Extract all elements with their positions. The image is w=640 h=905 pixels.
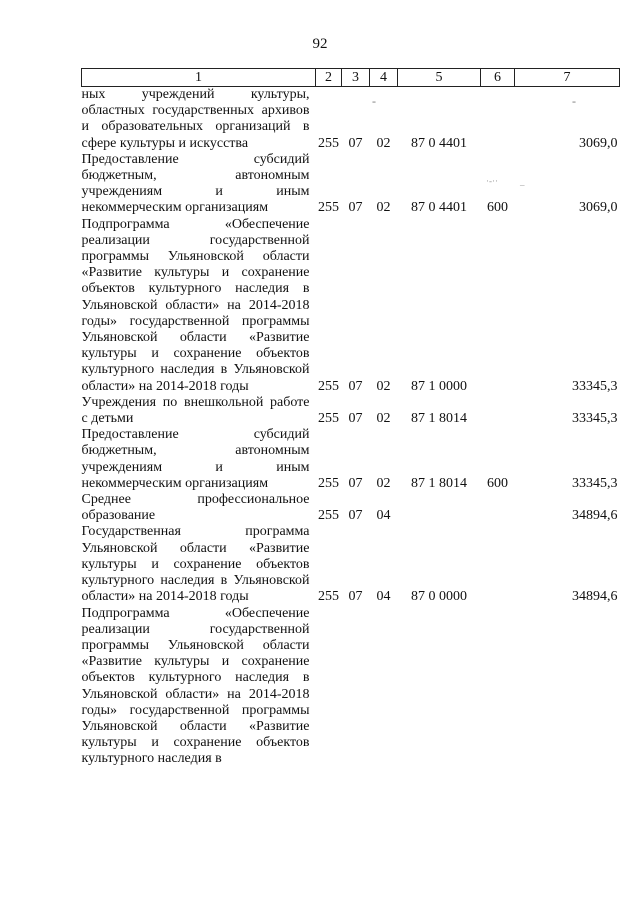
row-rz: 07 — [348, 475, 363, 491]
row-csr: 87 0 4401 — [411, 200, 467, 216]
table-row — [82, 427, 620, 492]
row-sum: 34894,6 — [572, 589, 618, 605]
row-vr — [481, 217, 515, 395]
row-name: ных учреждений культуры, областных государственных архивов и образовательных организаций в сфере культуры и искусства — [81, 87, 310, 151]
row-csr — [398, 492, 481, 524]
table-row — [82, 492, 620, 524]
row-name: Учреждения по внешкольной работе с детьми — [81, 394, 310, 427]
table-row — [82, 87, 620, 152]
row-vr: 600 — [487, 475, 508, 491]
table-row — [82, 524, 620, 605]
row-gr: 255 — [318, 589, 339, 605]
row-pr: 02 — [376, 135, 391, 151]
row-name: Предоставление субсидий бюджетным, автономным учреждениям и иным некоммерческим организациям — [81, 427, 310, 491]
row-pr — [370, 606, 398, 768]
row-csr: 87 1 8014 — [411, 475, 467, 491]
row-sum — [515, 606, 620, 768]
row-gr: 255 — [318, 200, 339, 216]
header-col-7: 7 — [515, 69, 620, 87]
scan-speck: – — [520, 180, 525, 190]
row-vr — [481, 87, 515, 152]
row-rz: 07 — [348, 411, 363, 427]
row-sum: 3069,0 — [579, 135, 618, 151]
scan-mark: - — [372, 94, 376, 108]
row-csr: 87 1 0000 — [411, 378, 467, 394]
row-name: Подпрограмма «Обеспечение реализации государственной программы Ульяновской области «Развитие культуры и сохранение объектов культурного наследия в Ульяновской области» на 2014-2018 годы» государственной программы Ульяновской области «Развитие культуры и сохранение объектов культурного наследия в Ульяновской области» на 2014-2018 годы — [81, 216, 310, 394]
row-vr — [481, 395, 515, 427]
row-pr: 02 — [376, 200, 391, 216]
header-col-2: 2 — [316, 69, 342, 87]
row-sum: 3069,0 — [579, 200, 618, 216]
header-col-6: 6 — [481, 69, 515, 87]
row-vr — [481, 492, 515, 524]
page-number: 92 — [312, 36, 328, 52]
row-name: Среднее профессиональное образование — [81, 492, 310, 524]
row-gr: 255 — [318, 411, 339, 427]
row-csr: 87 0 4401 — [411, 135, 467, 151]
row-gr: 255 — [318, 378, 339, 394]
row-name: Подпрограмма «Обеспечение реализации государственной программы Ульяновской области «Развитие культуры и сохранение объектов культурного наследия в Ульяновской области» на 2014-2018 годы» государственной программы Ульяновской области «Развитие культуры и сохранение объектов культурного наследия в — [81, 605, 310, 767]
budget-table — [81, 68, 620, 768]
row-sum: 33345,3 — [572, 378, 618, 394]
table-row — [82, 152, 620, 217]
row-vr — [481, 524, 515, 605]
row-rz: 07 — [348, 200, 363, 216]
scan-mark: - — [572, 94, 576, 108]
row-rz — [342, 606, 370, 768]
header-col-3: 3 — [342, 69, 370, 87]
table-row — [82, 606, 620, 768]
row-name: Государственная программа Ульяновской области «Развитие культуры и сохранение объектов культурного наследия в Ульяновской области» на 2014-2018 годы — [81, 524, 310, 605]
table-row — [82, 217, 620, 395]
row-pr: 04 — [376, 508, 391, 524]
header-row — [82, 69, 620, 87]
row-gr: 255 — [318, 475, 339, 491]
header-col-4: 4 — [370, 69, 398, 87]
row-rz: 07 — [348, 378, 363, 394]
row-csr: 87 0 0000 — [411, 589, 467, 605]
row-pr: 02 — [376, 475, 391, 491]
row-sum: 34894,6 — [572, 508, 618, 524]
header-col-1: 1 — [82, 69, 316, 87]
row-sum: 33345,3 — [572, 411, 618, 427]
row-csr — [398, 606, 481, 768]
row-pr: 02 — [376, 378, 391, 394]
row-name: Предоставление субсидий бюджетным, автономным учреждениям и иным некоммерческим организациям — [81, 151, 310, 216]
row-gr: 255 — [318, 508, 339, 524]
row-rz: 07 — [348, 135, 363, 151]
row-gr — [316, 606, 342, 768]
row-pr: 04 — [376, 589, 391, 605]
header-col-5: 5 — [398, 69, 481, 87]
row-gr: 255 — [318, 135, 339, 151]
row-vr: 600 — [487, 200, 508, 216]
row-pr: 02 — [376, 411, 391, 427]
row-rz: 07 — [348, 589, 363, 605]
row-rz: 07 — [348, 508, 363, 524]
row-csr: 87 1 8014 — [411, 411, 467, 427]
row-sum: 33345,3 — [572, 475, 618, 491]
row-vr — [481, 606, 515, 768]
table-row — [82, 395, 620, 427]
scan-speck: ·-·· — [486, 176, 498, 186]
